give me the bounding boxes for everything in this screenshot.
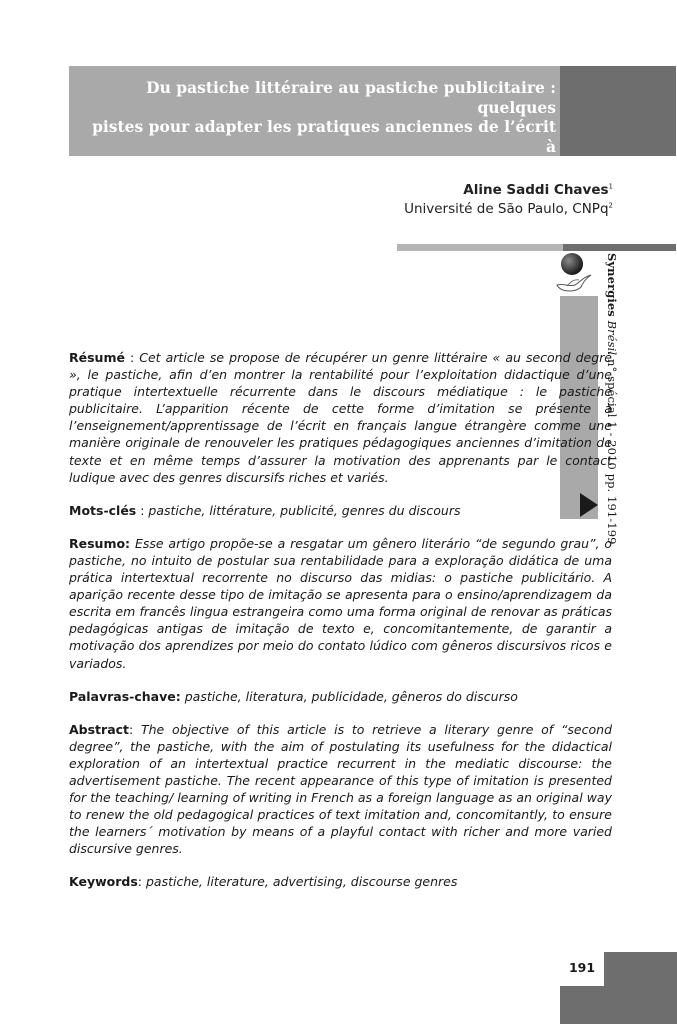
mots-cles-text: pastiche, littérature, publicité, genres du discours	[148, 502, 461, 518]
title-line-3: l’enseignement/apprentissage des genres discursifs	[105, 156, 556, 175]
resume-paragraph	[69, 349, 612, 486]
resumo-text: Esse artigo propõe-se a resgatar um gênero literário “de segundo grau”, o pastiche, no intuito de postular sua rentabilidade para a exploração didática de uma prática intertextual recorrente no discurso das midias: o pastiche publicitário. A aparição recente desse tipo de imitação se apresenta para o ensino/aprendizagem da escrita em francês lingua estrangeira como uma forma original de renovar as práticas pedagógicas antigas de imitação de texto e, concomitantemente, de garantir a motivação dos aprendizes por meio do contato lúdico com gêneros discursivos ricos e variados.	[69, 535, 612, 671]
resume-text: Cet article se propose de récupérer un genre littéraire « au second degré », le pastiche, afin d’en montrer la rentabilité pour l’exploitation didactique d’une pratique intertextuelle récurrente dans le discours médiatique : le pastiche publicitaire. L’apparition récente de cette forme d’imitation se présente à l’enseignement/apprentissage de l’écrit en français langue étrangère comme une manière originale de renouveler les pratiques pédagogiques anciennes d’imitation de texte et en même temps d’assurer la motivation des apprenants par le contact ludique avec des genres discursifs riches et variés.	[69, 350, 612, 485]
author-name: Aline Saddi Chaves	[463, 182, 609, 198]
resume-label: Résumé	[69, 350, 125, 365]
affiliation-footnote-marker: 2	[608, 201, 613, 210]
dove-icon	[555, 271, 593, 295]
abstract-separator: :	[129, 721, 141, 737]
keywords-paragraph	[69, 873, 612, 890]
palavras-chave-text: pastiche, literatura, publicidade, gêneros do discurso	[184, 688, 518, 704]
mots-cles-separator: :	[136, 502, 149, 518]
mots-cles-label: Mots-clés	[69, 502, 137, 518]
title-banner-accent	[560, 66, 676, 156]
title-line-2: pistes pour adapter les pratiques anciennes de l’écrit à	[92, 117, 556, 156]
resumo-label: Resumo:	[69, 535, 131, 551]
author-affiliation: Université de São Paulo, CNPq	[404, 201, 609, 217]
resume-separator: :	[124, 350, 140, 365]
article-title	[80, 78, 556, 176]
keywords-separator: :	[137, 874, 146, 890]
keywords-label: Keywords	[69, 874, 138, 890]
header-rule-light	[397, 244, 563, 251]
header-rule-dark	[563, 244, 676, 251]
journal-name: Synergies	[605, 253, 619, 317]
keywords-text: pastiche, literature, advertising, discourse genres	[145, 874, 458, 890]
footer-block	[604, 952, 677, 1024]
page-number: 191	[568, 960, 596, 975]
palavras-chave-paragraph	[69, 688, 612, 705]
author-block	[404, 181, 613, 219]
abstract-text: The objective of this article is to retrieve a literary genre of “second degree”, the pastiche, with the aim of postulating its usefulness for the didactical exploration of an intertextual practice recurrent in the mediatic discourse: the advertisement pastiche. The recent appearance of this type of imitation is presented for the teaching/ learning of writing in French as a foreign language as an original way to renew the old pedagogical practices of text imitation and, concomitantly, to ensure the learners´ motivation by means of a playful contact with richer and more varied discursive genres.	[69, 721, 613, 857]
article-body	[69, 349, 612, 907]
abstract-label: Abstract	[69, 721, 130, 737]
journal-issue: n° spécial 1 - 2010 pp. 191-199	[605, 358, 619, 545]
footer-block-lower	[560, 986, 604, 1024]
author-footnote-marker: 1	[608, 182, 613, 191]
mots-cles-paragraph	[69, 502, 612, 519]
resumo-paragraph	[69, 535, 612, 672]
title-line-1: Du pastiche littéraire au pastiche publicitaire : quelques	[146, 78, 556, 117]
journal-country: Brésil	[605, 320, 619, 356]
palavras-chave-label: Palavras-chave:	[69, 688, 181, 704]
abstract-paragraph	[69, 721, 612, 858]
